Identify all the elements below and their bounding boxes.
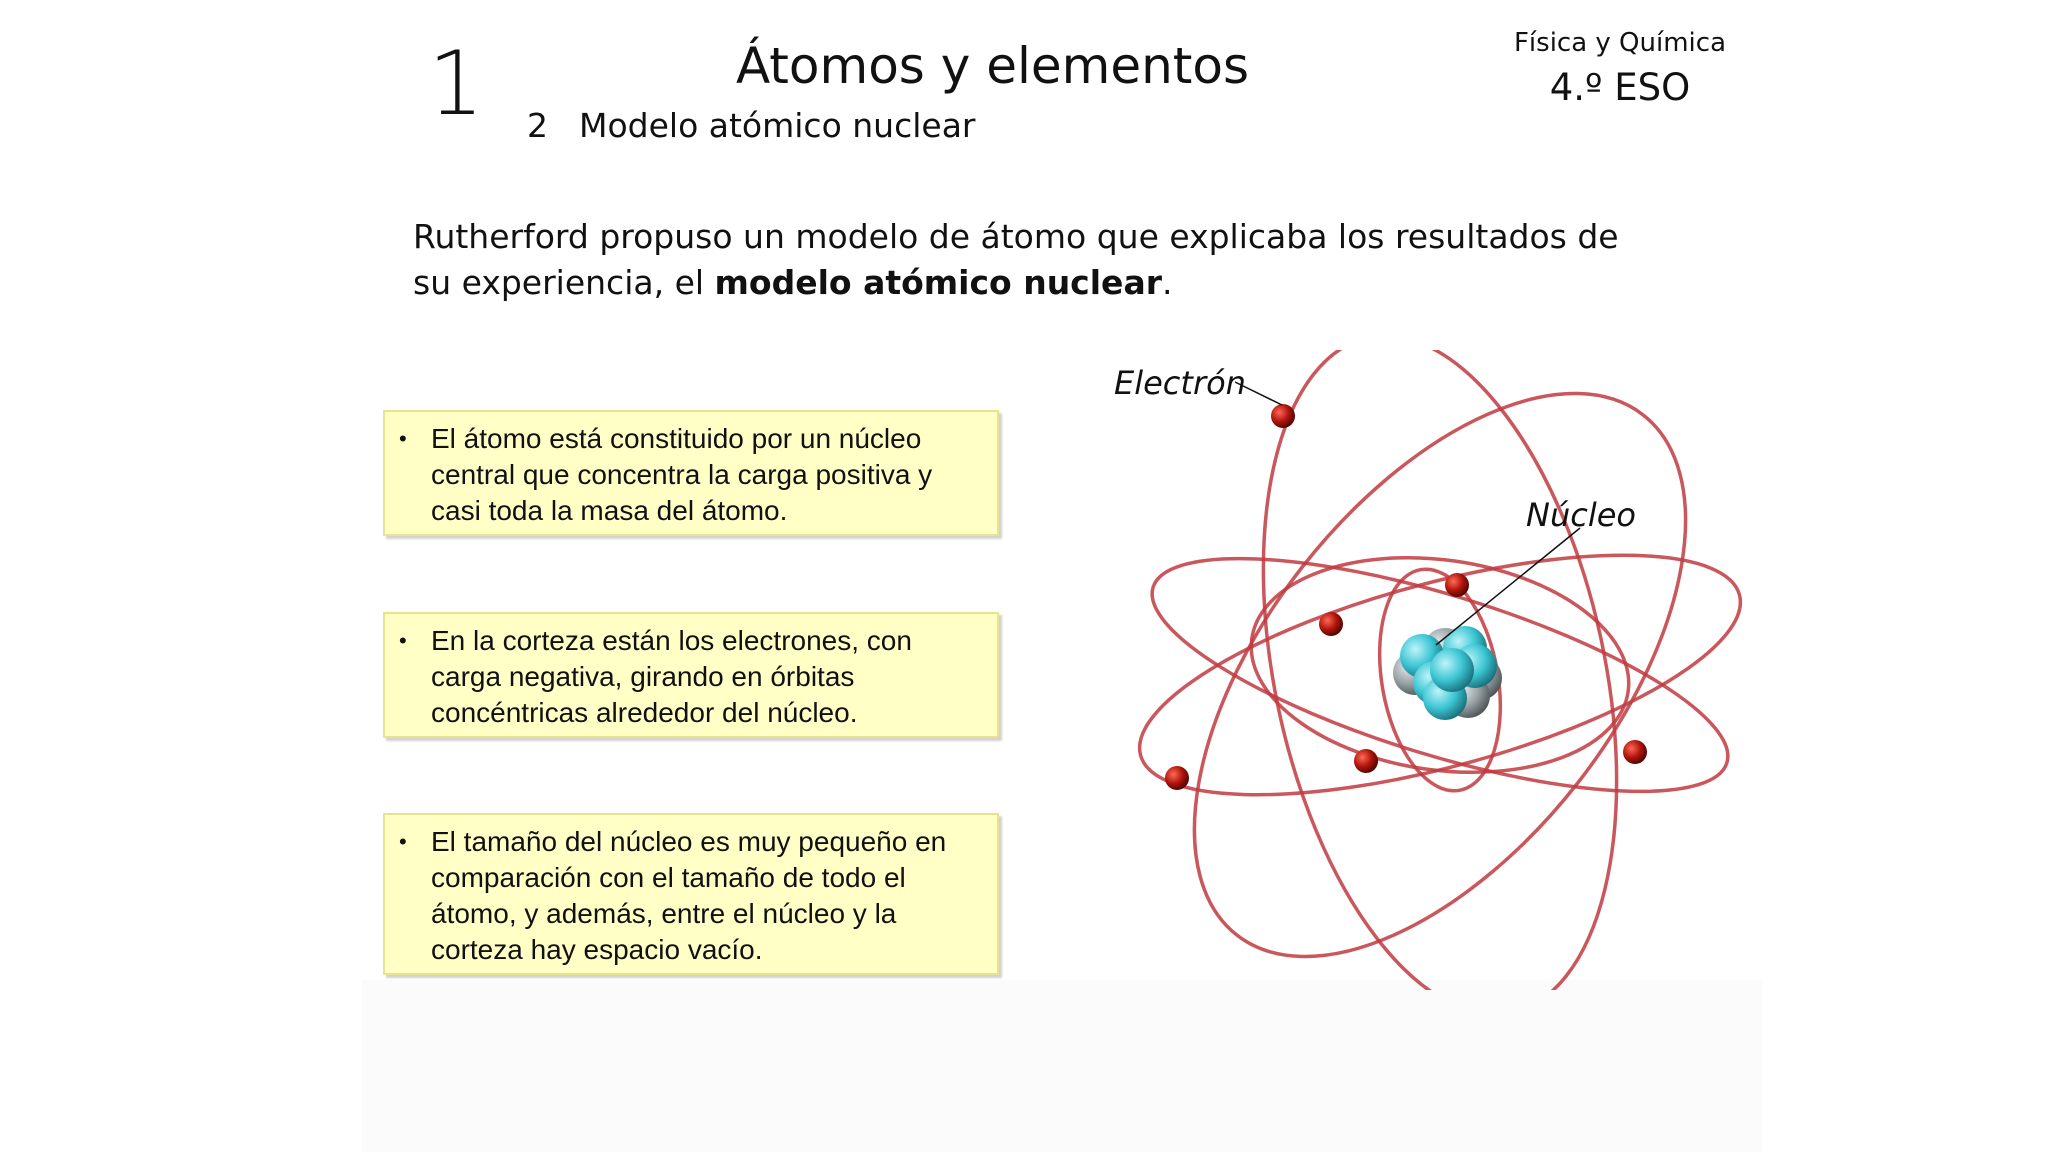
bullet-dot: •: [399, 829, 407, 854]
bullet-dot: •: [399, 628, 407, 653]
electron-ball: [1623, 740, 1647, 764]
electron-ball: [1354, 749, 1378, 773]
bullet-dot: •: [399, 426, 407, 451]
intro-paragraph: [413, 214, 1663, 306]
course-level: 4.º ESO: [1549, 66, 1691, 109]
electron-label: Electrón: [1114, 364, 1246, 402]
section-title: Modelo atómico nuclear: [579, 106, 976, 145]
info-box-cortex: [383, 612, 999, 738]
atom-diagram: [1100, 350, 1760, 990]
info-box-nucleus: [383, 410, 999, 536]
course-subject: Física y Química: [1513, 28, 1727, 58]
electron-ball: [1445, 573, 1469, 597]
electron-ball: [1165, 766, 1189, 790]
nucleus: [1393, 626, 1502, 720]
electron-ball: [1319, 612, 1343, 636]
info-box-text: El tamaño del núcleo es muy pequeño en comparación con el tamaño de todo el átomo, y además, entre el núcleo y la corteza hay espacio vacío.: [431, 826, 947, 965]
atom-illustration: [1100, 350, 1760, 990]
page-title: Átomos y elementos: [735, 37, 1250, 95]
electron-ball: [1271, 404, 1295, 428]
chapter-number: 1: [428, 32, 484, 135]
section-number: 2: [527, 106, 548, 145]
intro-end: .: [1161, 263, 1173, 302]
info-box-text: El átomo está constituido por un núcleo central que concentra la carga positiva y casi toda la masa del átomo.: [431, 423, 933, 526]
nucleus-label: Núcleo: [1526, 496, 1636, 534]
proton-ball: [1430, 648, 1474, 692]
intro-text: Rutherford propuso un modelo de átomo que explicaba los resultados de su experiencia, el: [413, 217, 1619, 302]
info-box-text: En la corteza están los electrones, con carga negativa, girando en órbitas concéntricas alrededor del núcleo.: [431, 625, 912, 728]
diagram-background: [362, 980, 1762, 1152]
section-heading: [527, 106, 975, 145]
intro-bold-term: modelo atómico nuclear: [714, 263, 1162, 302]
info-box-size: [383, 813, 999, 975]
